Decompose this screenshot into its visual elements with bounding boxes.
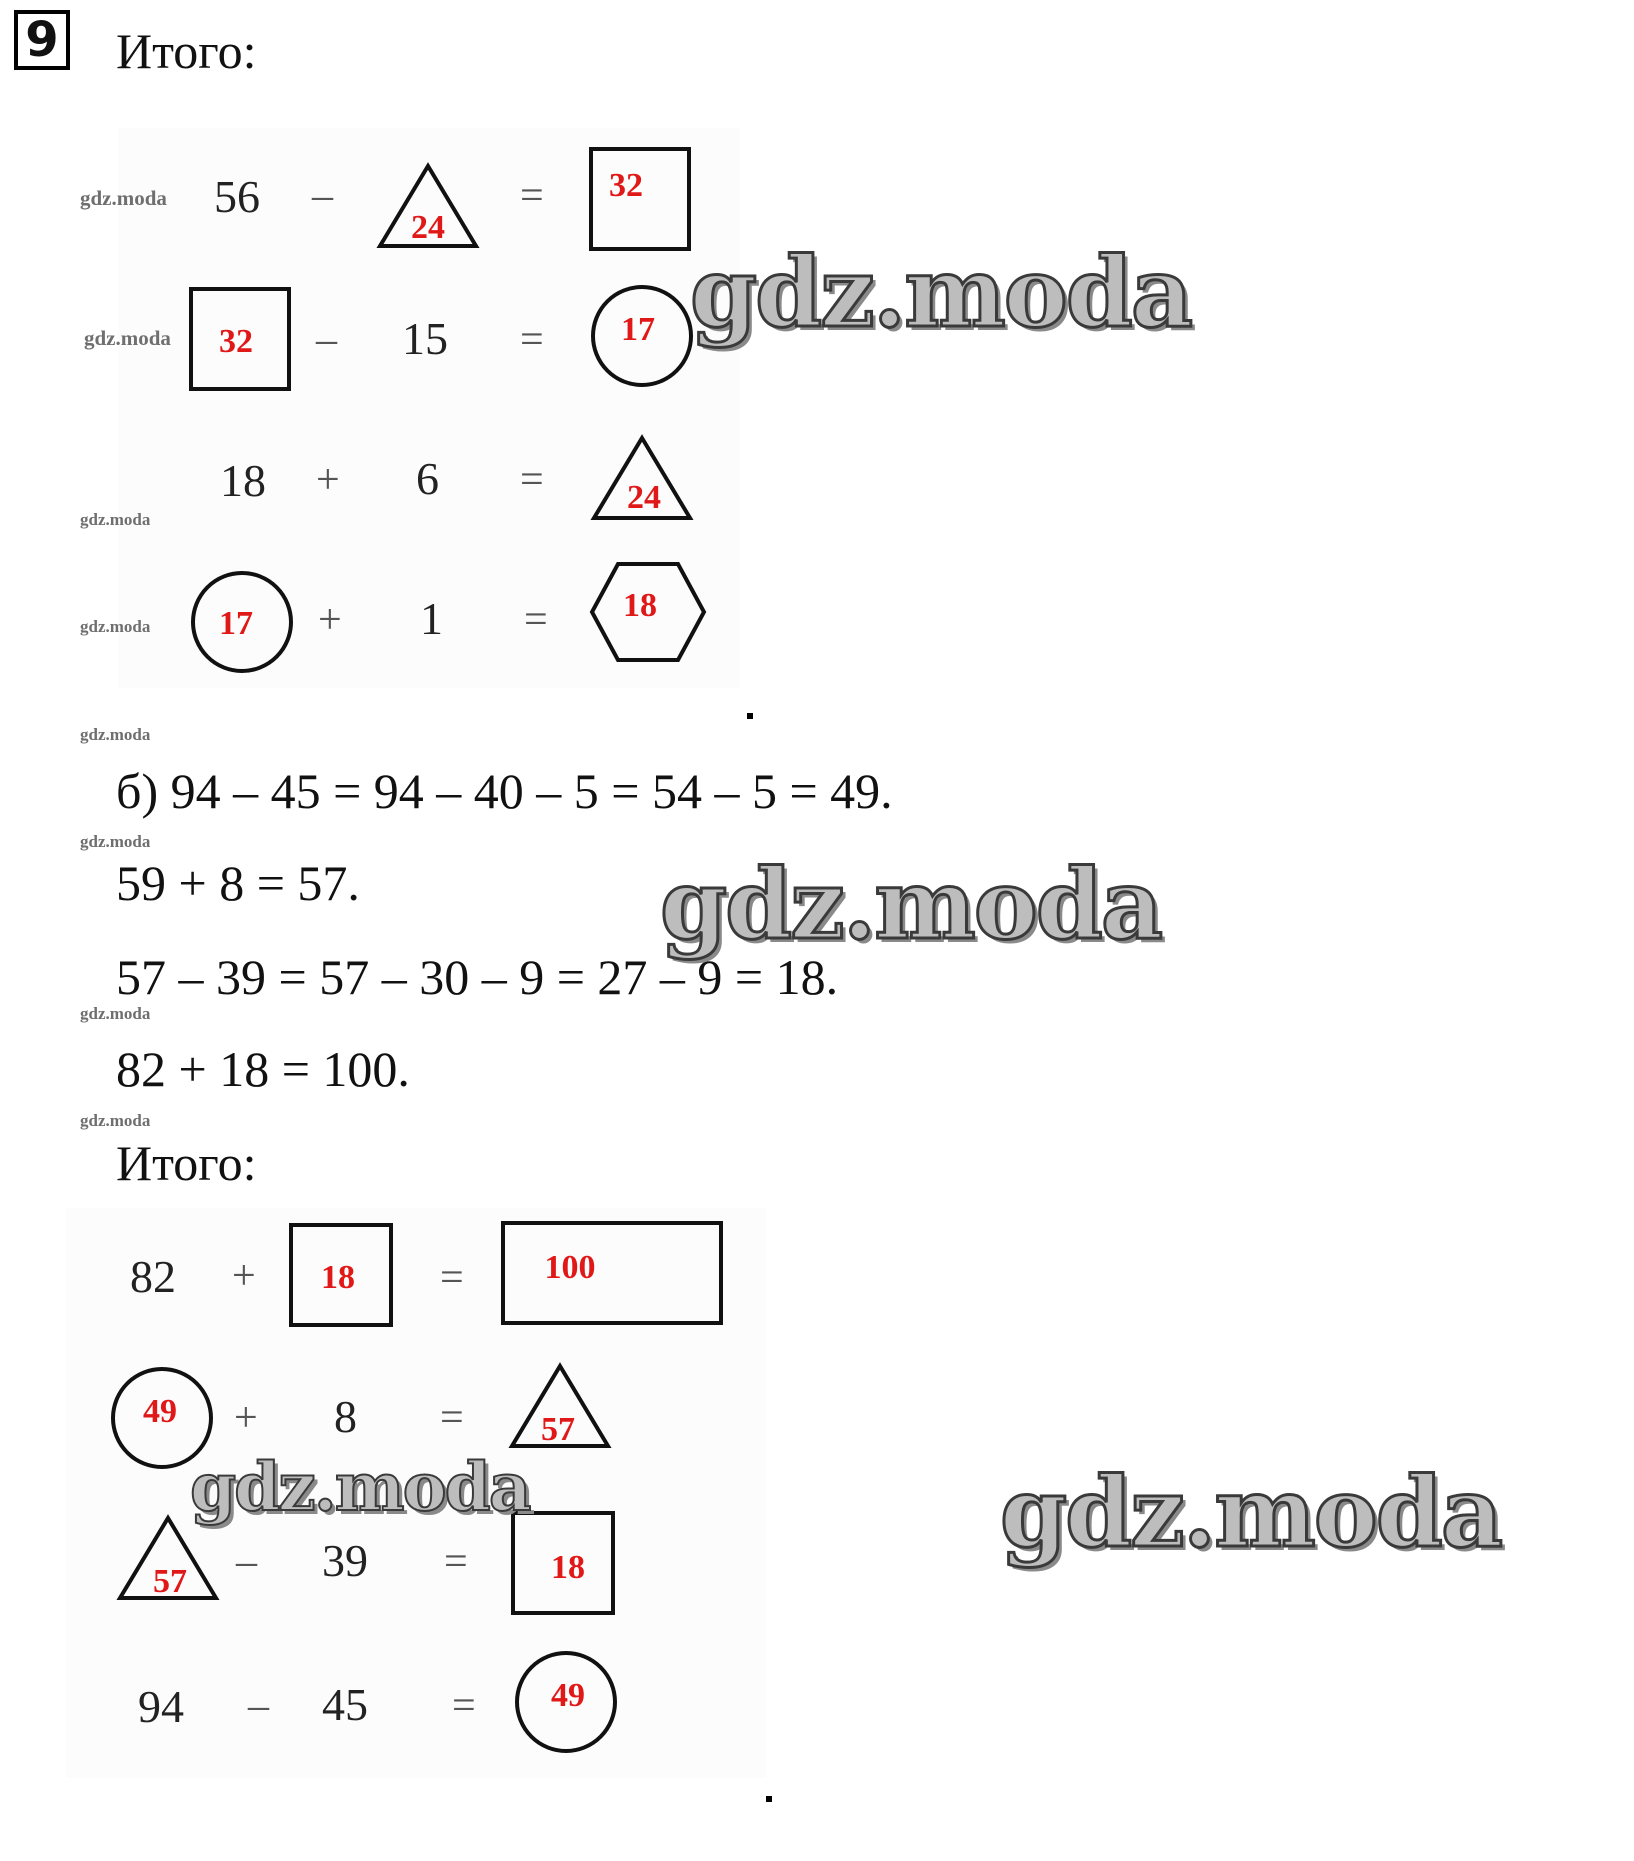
row1-b: 24 — [411, 209, 445, 246]
brow3-b: 39 — [322, 1535, 368, 1586]
calc-line-1: б) 94 – 45 = 94 – 40 – 5 = 54 – 5 = 49. — [116, 763, 893, 819]
row3-a: 18 — [220, 455, 266, 506]
watermark-small: gdz.moda — [80, 725, 151, 744]
watermark-small: gdz.moda — [84, 326, 171, 350]
watermark-small: gdz.moda — [80, 832, 151, 851]
brow2-op: + — [234, 1395, 258, 1441]
brow2-eq: = — [440, 1395, 464, 1441]
brow2-a: 49 — [143, 1393, 177, 1430]
triangle-shape — [590, 432, 694, 524]
row4-b: 1 — [420, 593, 443, 644]
row3-op: + — [316, 457, 340, 503]
circle-shape — [588, 282, 696, 390]
row2-b: 15 — [402, 313, 448, 364]
brow2-b: 8 — [334, 1391, 357, 1442]
brow4-op: – — [248, 1683, 269, 1729]
brow3-c: 18 — [551, 1549, 585, 1586]
brow1-eq: = — [440, 1255, 464, 1301]
row1-eq: = — [520, 173, 544, 219]
watermark-small: gdz.moda — [80, 1004, 151, 1023]
row2-eq: = — [520, 317, 544, 363]
triangle-shape — [376, 160, 480, 252]
calc-line-3: 57 – 39 = 57 – 30 – 9 = 27 – 9 = 18. — [116, 949, 839, 1005]
row2-c: 17 — [621, 311, 655, 348]
triangle-shape — [508, 1360, 612, 1452]
watermark-large: gdz.moda — [660, 848, 1162, 961]
brow1-b: 18 — [321, 1259, 355, 1296]
brow4-eq: = — [452, 1683, 476, 1729]
row1-op: – — [312, 173, 333, 219]
row3-eq: = — [520, 457, 544, 503]
row4-c: 18 — [623, 587, 657, 624]
watermark-small: gdz.moda — [80, 617, 151, 636]
watermark-large: gdz.moda — [1000, 1456, 1502, 1569]
calc-line-4: 82 + 18 = 100. — [116, 1041, 410, 1097]
square-shape — [588, 146, 692, 252]
rectangle-shape — [500, 1220, 724, 1326]
watermark-small: gdz.moda — [80, 510, 151, 529]
brow1-op: + — [232, 1253, 256, 1299]
brow1-a: 82 — [130, 1251, 176, 1302]
brow4-c: 49 — [551, 1677, 585, 1714]
watermark-large: gdz.moda — [690, 236, 1192, 349]
watermark-large: gdz.moda — [190, 1448, 530, 1526]
brow3-a: 57 — [153, 1563, 187, 1600]
circle-shape — [512, 1648, 620, 1756]
brow4-a: 94 — [138, 1681, 184, 1732]
heading-top: Итого: — [116, 23, 257, 79]
heading-bottom: Итого: — [116, 1135, 257, 1191]
row3-c: 24 — [627, 479, 661, 516]
row2-op: – — [316, 317, 337, 363]
calc-line-2: 59 + 8 = 57. — [116, 855, 360, 911]
brow3-eq: = — [444, 1539, 468, 1585]
period-mark — [747, 713, 753, 719]
hexagon-shape — [588, 560, 708, 664]
row1-c: 32 — [609, 167, 643, 204]
circle-shape — [188, 568, 296, 676]
brow2-c: 57 — [541, 1411, 575, 1448]
square-shape — [188, 286, 292, 392]
row1-a: 56 — [214, 171, 260, 222]
brow4-b: 45 — [322, 1679, 368, 1730]
brow3-op: – — [236, 1539, 257, 1585]
watermark-small: gdz.moda — [80, 186, 167, 210]
task-number: 9 — [14, 10, 70, 70]
brow1-c: 100 — [544, 1249, 596, 1286]
period-mark — [766, 1796, 772, 1802]
row4-eq: = — [524, 597, 548, 643]
watermark-small: gdz.moda — [80, 1111, 151, 1130]
row4-op: + — [318, 597, 342, 643]
row4-a: 17 — [219, 605, 253, 642]
row2-a: 32 — [219, 323, 253, 360]
row3-b: 6 — [416, 453, 439, 504]
square-shape — [288, 1222, 394, 1328]
